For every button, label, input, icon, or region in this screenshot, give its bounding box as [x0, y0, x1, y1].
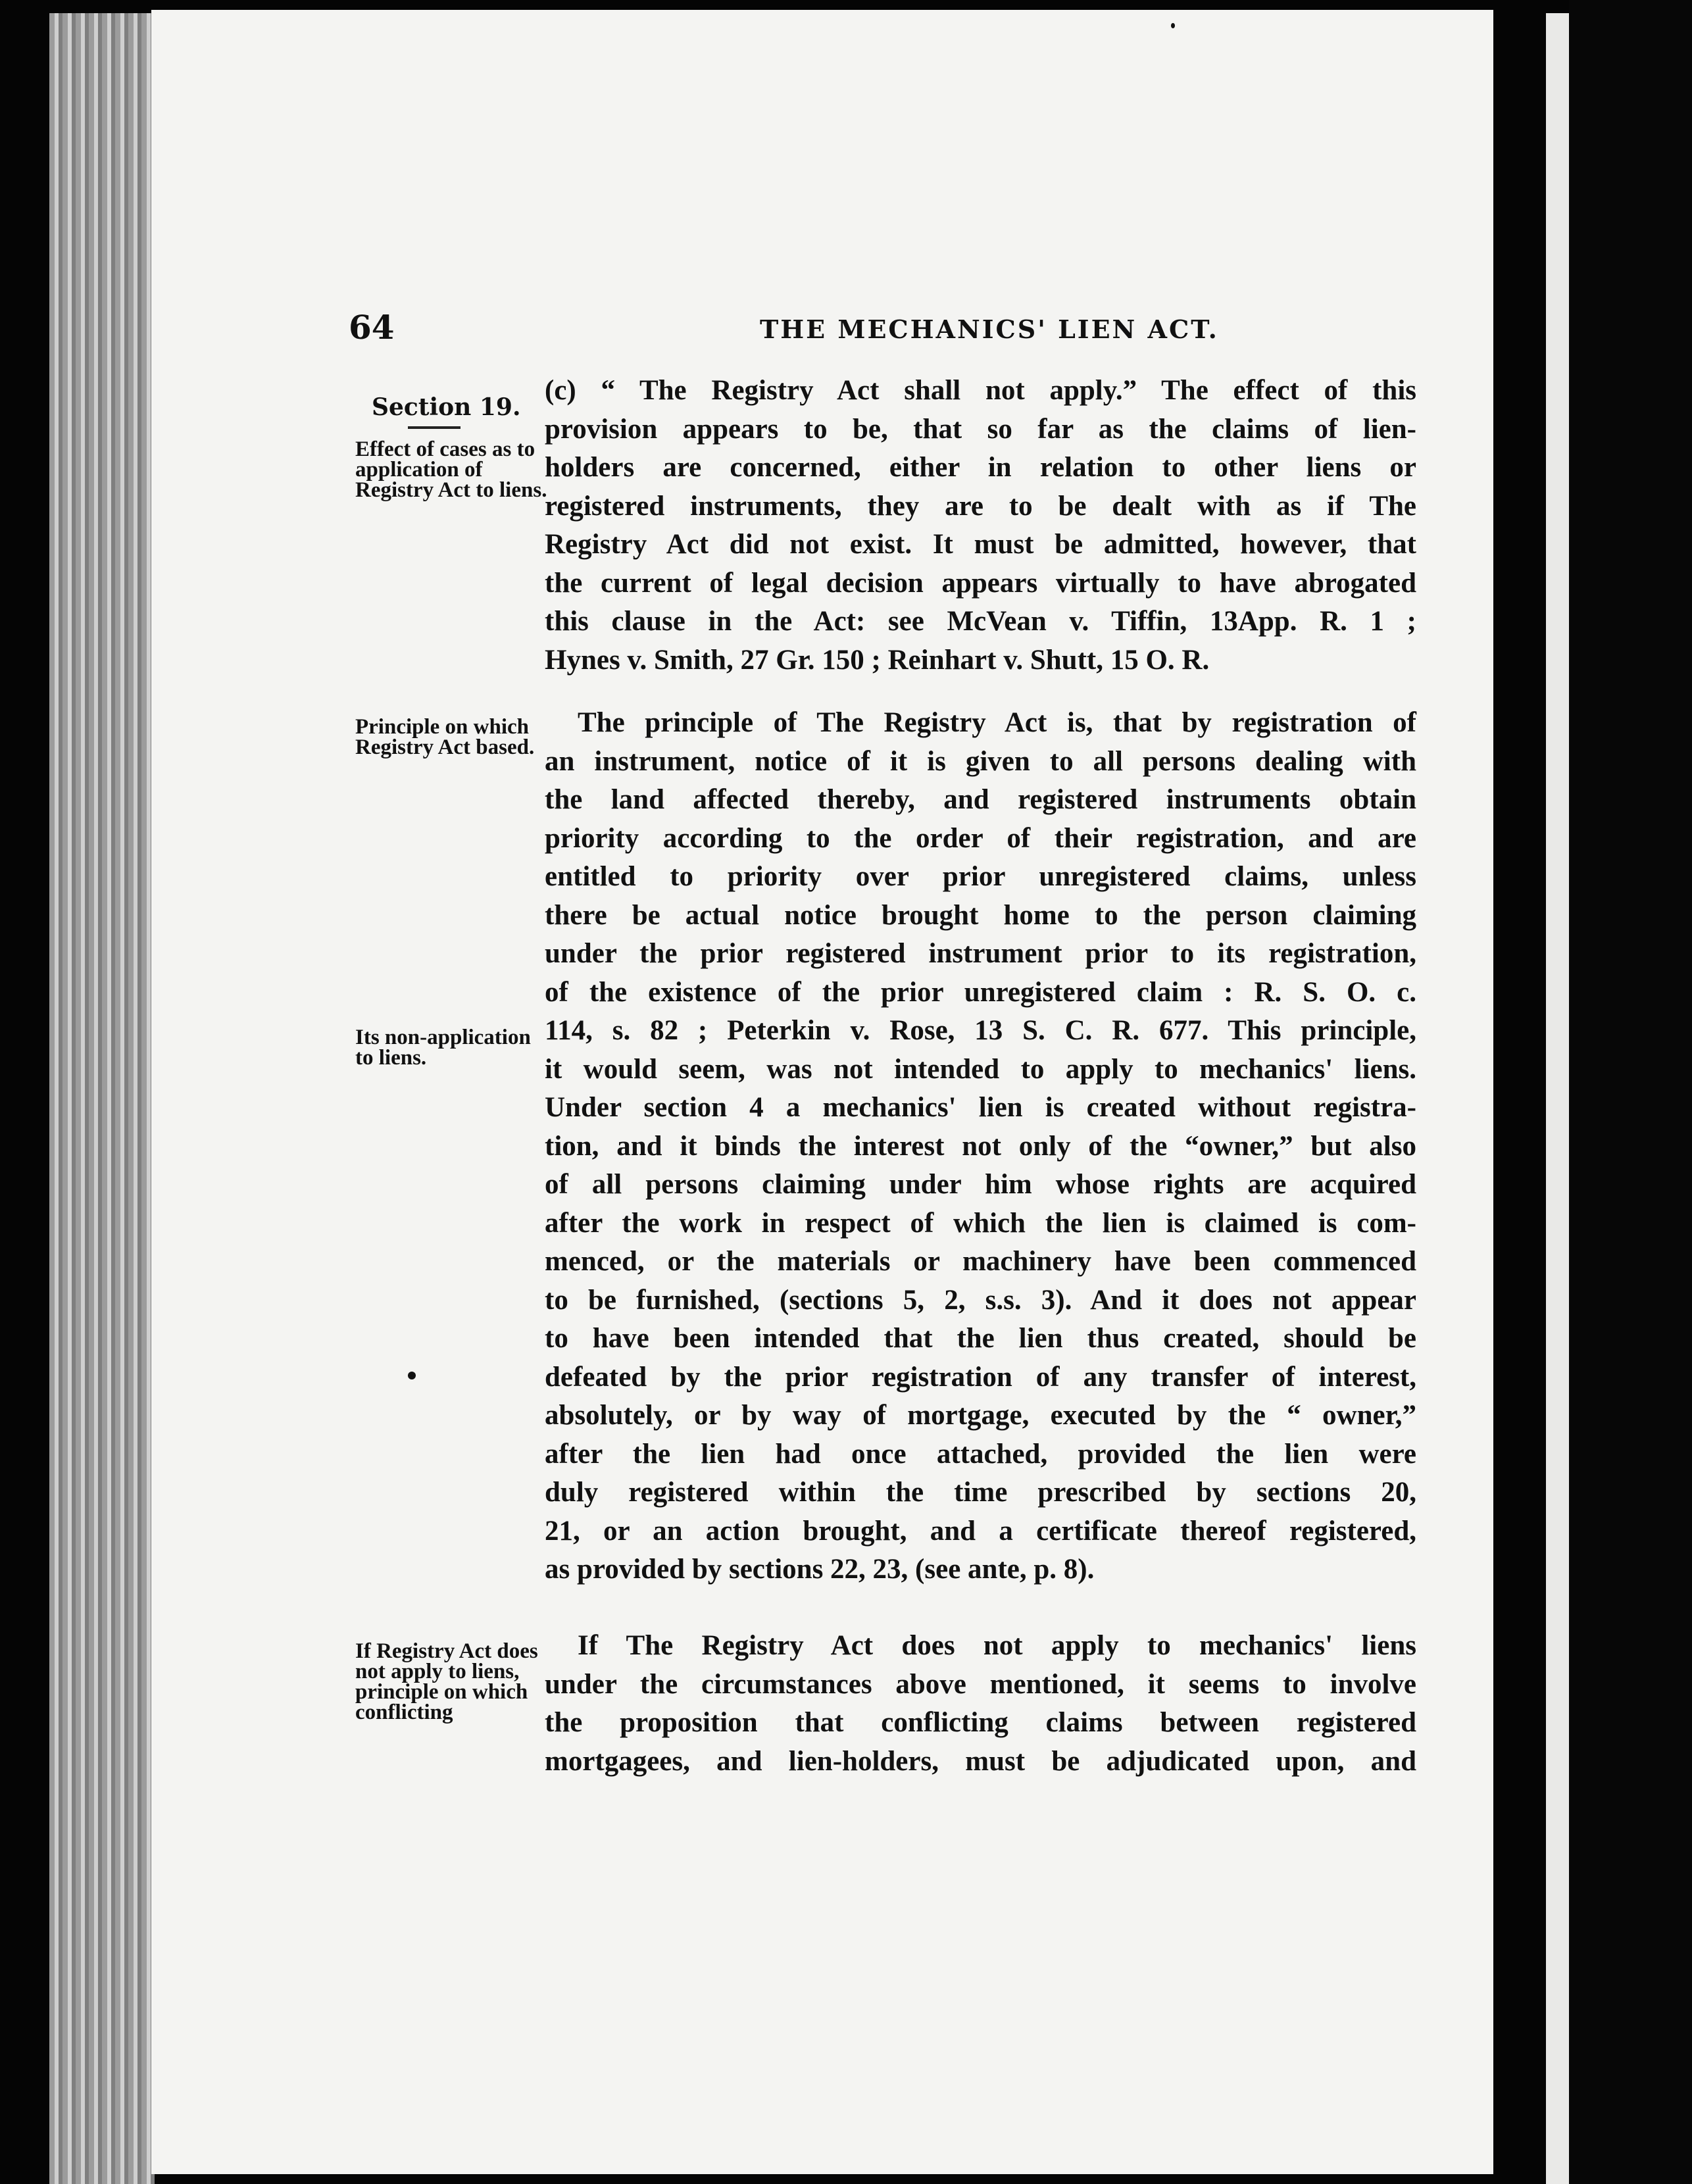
margin-note: Effect of cases as to application of Registry Act to liens.	[355, 437, 547, 502]
text-line: priority according to the order of their registration, and are	[545, 822, 1416, 854]
text-line: Hynes v. Smith, 27 Gr. 150 ; Reinhart v. Shutt, 15 O. R.	[545, 644, 1210, 676]
ink-speck	[408, 1372, 416, 1379]
text-line: this clause in the Act: see McVean v. Tiffin, 13App. R. 1 ;	[545, 606, 1416, 637]
paragraph	[545, 372, 1416, 680]
text-line: 21, or an action brought, and a certificate thereof registered,	[545, 1515, 1416, 1547]
text-line: provision appears to be, that so far as the claims of lien-	[545, 413, 1416, 445]
text-line: The principle of The Registry Act is, that by registration of	[578, 707, 1416, 738]
section-rule	[408, 426, 460, 429]
text-line: under the prior registered instrument prior to its registration,	[545, 938, 1416, 969]
text-line: holders are concerned, either in relation to other liens or	[545, 452, 1416, 483]
running-title: THE MECHANICS' LIEN ACT.	[760, 314, 1219, 344]
margin-note: Its non-application to liens.	[355, 1026, 531, 1070]
text-line: under the circumstances above mentioned, it seems to involve	[545, 1668, 1416, 1700]
text-line: of all persons claiming under him whose rights are acquired	[545, 1169, 1416, 1200]
text-line: mortgagees, and lien-holders, must be adjudicated upon, and	[545, 1745, 1416, 1777]
scan-background	[1569, 0, 1692, 2184]
text-line: Registry Act did not exist. It must be admitted, however, that	[545, 529, 1416, 560]
text-line: Under section 4 a mechanics' lien is created without registra-	[545, 1092, 1416, 1123]
text-line: tion, and it binds the interest not only of the “owner,” but also	[545, 1130, 1416, 1162]
text-line: there be actual notice brought home to the person claiming	[545, 899, 1416, 931]
text-line: menced, or the materials or machinery have been commenced	[545, 1246, 1416, 1277]
paragraph	[545, 704, 1416, 1589]
margin-note: If Registry Act does not apply to liens, principle on which conflicting	[355, 1639, 538, 1724]
facing-page-edge	[1546, 13, 1572, 2184]
text-line: If The Registry Act does not apply to mechanics' liens	[578, 1630, 1416, 1661]
text-line: defeated by the prior registration of any transfer of interest,	[545, 1361, 1416, 1393]
text-line: the proposition that conflicting claims between registered	[545, 1707, 1416, 1738]
section-label: Section 19.	[372, 393, 521, 421]
text-line: (c) “ The Registry Act shall not apply.” The effect of this	[545, 375, 1416, 406]
text-line: an instrument, notice of it is given to all persons dealing with	[545, 745, 1416, 777]
page-header	[349, 308, 1401, 354]
paragraph	[545, 1627, 1416, 1781]
text-line: duly registered within the time prescribed by sections 20,	[545, 1477, 1416, 1508]
text-line: entitled to priority over prior unregistered claims, unless	[545, 861, 1416, 892]
text-line: as provided by sections 22, 23, (see ante, p. 8).	[545, 1554, 1095, 1585]
text-line: registered instruments, they are to be dealt with as if The	[545, 490, 1416, 522]
text-line: to be furnished, (sections 5, 2, s.s. 3). And it does not appear	[545, 1284, 1416, 1316]
book-page-edges	[49, 13, 155, 2184]
margin-note: Principle on which Registry Act based.	[355, 715, 535, 759]
text-line: the land affected thereby, and registered instruments obtain	[545, 784, 1416, 815]
text-line: after the work in respect of which the lien is claimed is com-	[545, 1207, 1416, 1239]
page-number: 64	[349, 308, 395, 347]
text-line: of the existence of the prior unregistered claim : R. S. O. c.	[545, 976, 1416, 1008]
text-line: absolutely, or by way of mortgage, executed by the “ owner,”	[545, 1400, 1416, 1431]
text-line: 114, s. 82 ; Peterkin v. Rose, 13 S. C. R. 677. This principle,	[545, 1015, 1416, 1046]
text-line: to have been intended that the lien thus created, should be	[545, 1323, 1416, 1354]
text-line: after the lien had once attached, provided the lien were	[545, 1438, 1416, 1470]
ink-speck	[1171, 23, 1175, 28]
text-line: the current of legal decision appears virtually to have abrogated	[545, 567, 1416, 599]
text-line: it would seem, was not intended to apply to mechanics' liens.	[545, 1053, 1416, 1085]
